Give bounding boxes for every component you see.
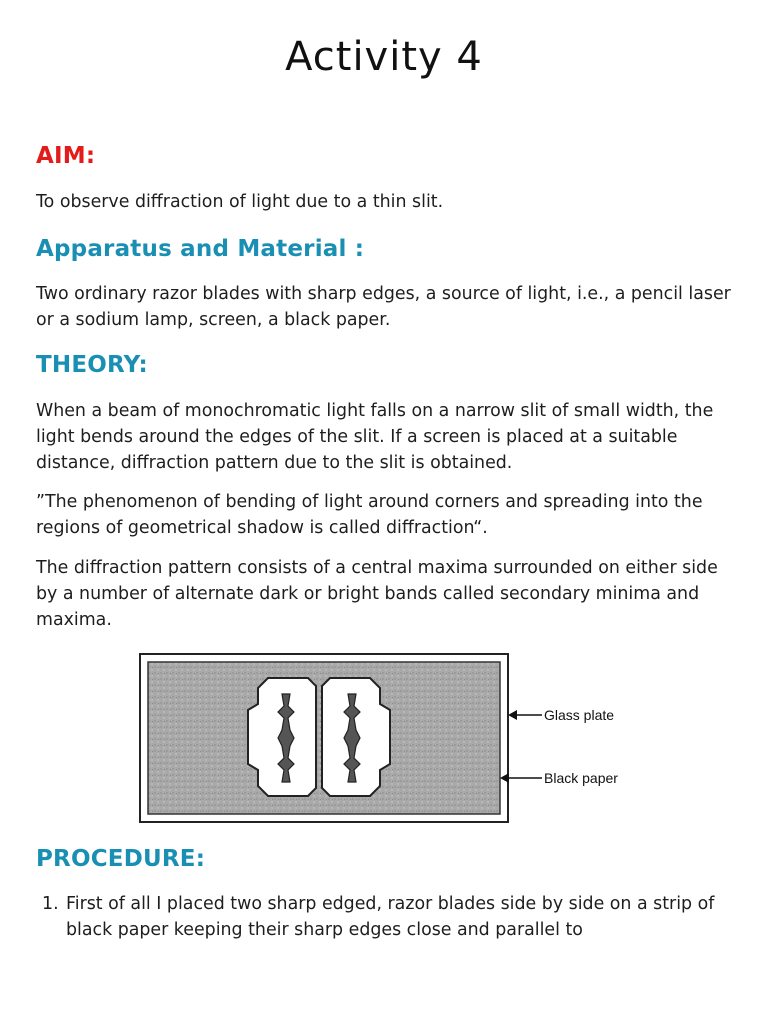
theory-heading: THEORY: — [36, 352, 148, 378]
page-title: Activity 4 — [285, 34, 483, 80]
theory-paragraph-2: ”The phenomenon of bending of light around corners and spreading into the regions of geometrical shadow is called diffraction“. — [36, 492, 703, 538]
glass-plate-label: Glass plate — [544, 707, 615, 723]
apparatus-text: Two ordinary razor blades with sharp edges, a source of light, i.e., a pencil laser or a sodium lamp, screen, a black paper. — [36, 284, 731, 330]
aim-text: To observe diffraction of light due to a thin slit. — [36, 192, 444, 212]
glass-plate-arrowhead — [508, 710, 517, 720]
list-item-number: 1. — [42, 894, 59, 914]
theory-paragraph-3: The diffraction pattern consists of a central maxima surrounded on either side by a number of alternate dark or bright bands called secondary minima and maxima. — [36, 558, 718, 630]
list-item — [36, 891, 736, 943]
procedure-heading: PROCEDURE: — [36, 846, 206, 872]
theory-paragraph-1: When a beam of monochromatic light falls on a narrow slit of small width, the light bends around the edges of the slit. If a screen is placed at a suitable distance, diffraction pattern due to the slit is obtained. — [36, 401, 714, 473]
list-item-text: First of all I placed two sharp edged, razor blades side by side on a strip of black paper keeping their sharp edges close and parallel to — [66, 894, 715, 940]
procedure-list — [36, 891, 736, 943]
apparatus-heading: Apparatus and Material : — [36, 236, 365, 262]
aim-heading: AIM: — [36, 143, 96, 169]
razor-blade-diagram — [118, 648, 638, 833]
black-paper-label: Black paper — [544, 770, 618, 786]
